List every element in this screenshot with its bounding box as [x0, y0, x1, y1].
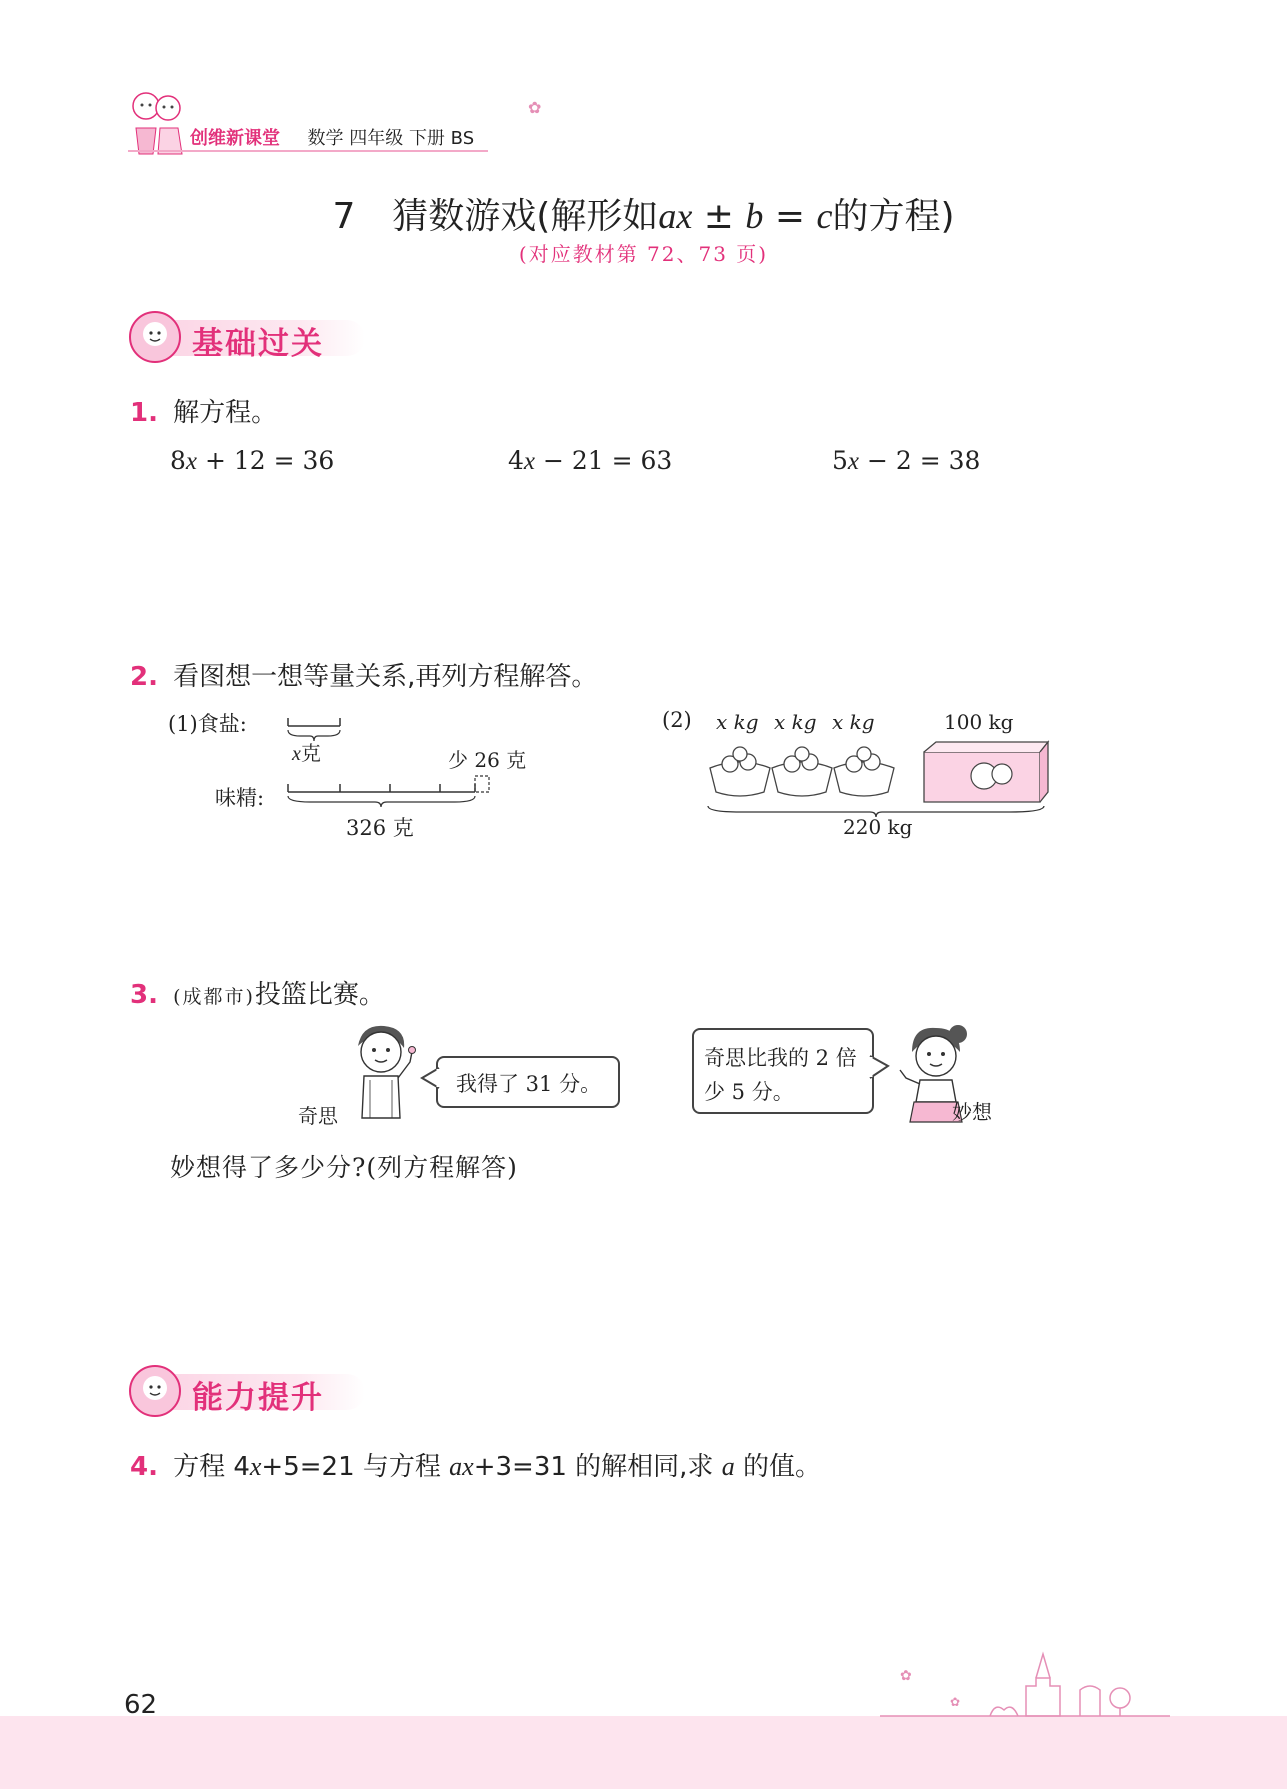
- castle-decoration-icon: [880, 1650, 1170, 1720]
- formula-b: b: [745, 196, 764, 236]
- header-line: [128, 150, 488, 152]
- q1-equation-3: 5x − 2 = 38: [832, 446, 981, 475]
- formula-c: c: [816, 196, 833, 236]
- q1-equation-2: 4x − 21 = 63: [508, 446, 673, 475]
- svg-text:✿: ✿: [900, 1668, 912, 1684]
- section1-mascot-icon: [128, 310, 182, 364]
- salt-label: 食盐:: [197, 712, 247, 736]
- q1-equation-1: 8x + 12 = 36: [170, 446, 335, 475]
- section1-title: 基础过关: [192, 326, 324, 362]
- q3-source: (成都市): [173, 986, 255, 1008]
- q1-text: 解方程。: [173, 398, 278, 428]
- q3-question: 妙想得了多少分?(列方程解答): [170, 1153, 518, 1182]
- formula-pm: ±: [703, 196, 734, 237]
- section2-title: 能力提升: [192, 1380, 324, 1416]
- boy-figure: [344, 1022, 418, 1122]
- lesson-number: 7: [332, 196, 356, 237]
- page-number: 62: [124, 1690, 158, 1720]
- q3-number: 3.: [130, 980, 158, 1010]
- subject: 数学: [307, 128, 344, 149]
- q4-heading: 4. 方程 4x+5=21 与方程 ax+3=31 的解相同,求 a 的值。: [130, 1452, 821, 1482]
- series-name: 创维新课堂: [190, 128, 280, 149]
- box-label: 100 kg: [944, 710, 1014, 734]
- q2-heading: [130, 656, 597, 693]
- boy-name: 奇思: [298, 1104, 338, 1128]
- basket-label-2: x kg: [774, 710, 817, 734]
- girl-speech-bubble: [692, 1028, 874, 1114]
- lesson-title-prefix: 猜数游戏(解形如: [392, 196, 659, 237]
- q2-part1-label: (1)食盐:: [168, 712, 247, 736]
- total-326-label: 326 克: [346, 816, 414, 840]
- volume: 下册: [408, 128, 445, 149]
- girl-speech-line2: 少 5 分。: [704, 1080, 794, 1104]
- edition: BS: [450, 128, 475, 149]
- header-mascots: [128, 88, 188, 156]
- footer-band: [0, 1716, 1287, 1789]
- grade: 四年级: [349, 128, 404, 149]
- x-gram-label: x克: [292, 741, 321, 765]
- q1-number: 1.: [130, 398, 158, 428]
- header-bar: [190, 124, 474, 150]
- q2-text: 看图想一想等量关系,再列方程解答。: [173, 662, 598, 692]
- basket-label-3: x kg: [832, 710, 875, 734]
- q3-heading: [130, 974, 385, 1011]
- total-220-label: 220 kg: [843, 815, 913, 839]
- svg-text:✿: ✿: [950, 1695, 961, 1709]
- formula-eq: =: [774, 196, 806, 237]
- lesson-title-suffix: 的方程): [832, 196, 955, 237]
- q1-heading: [130, 392, 277, 429]
- textbook-reference: (对应教材第 72、73 页): [518, 242, 769, 266]
- girl-bubble-tail: [868, 1054, 890, 1080]
- less-26-label: 少 26 克: [448, 748, 527, 772]
- girl-name: 妙想: [952, 1100, 992, 1124]
- boy-bubble-tail: [420, 1066, 440, 1090]
- section2-mascot-icon: [128, 1364, 182, 1418]
- q2-number: 2.: [130, 662, 158, 692]
- q3-text: 投篮比赛。: [254, 980, 385, 1010]
- flower-decoration-icon: ✿: [528, 98, 542, 117]
- boy-speech-text: 我得了 31 分。: [456, 1072, 602, 1096]
- girl-speech-line1: 奇思比我的 2 倍: [704, 1046, 857, 1070]
- lesson-title: [0, 188, 1287, 239]
- formula-ax: ax: [658, 196, 693, 236]
- msg-label: 味精:: [215, 786, 265, 810]
- q2-part2-label: (2): [662, 708, 692, 732]
- boy-speech-bubble: [436, 1056, 620, 1108]
- basket-label-1: x kg: [716, 710, 759, 734]
- fruit-baskets-and-box: [700, 738, 1050, 818]
- q4-number: 4.: [130, 1452, 158, 1482]
